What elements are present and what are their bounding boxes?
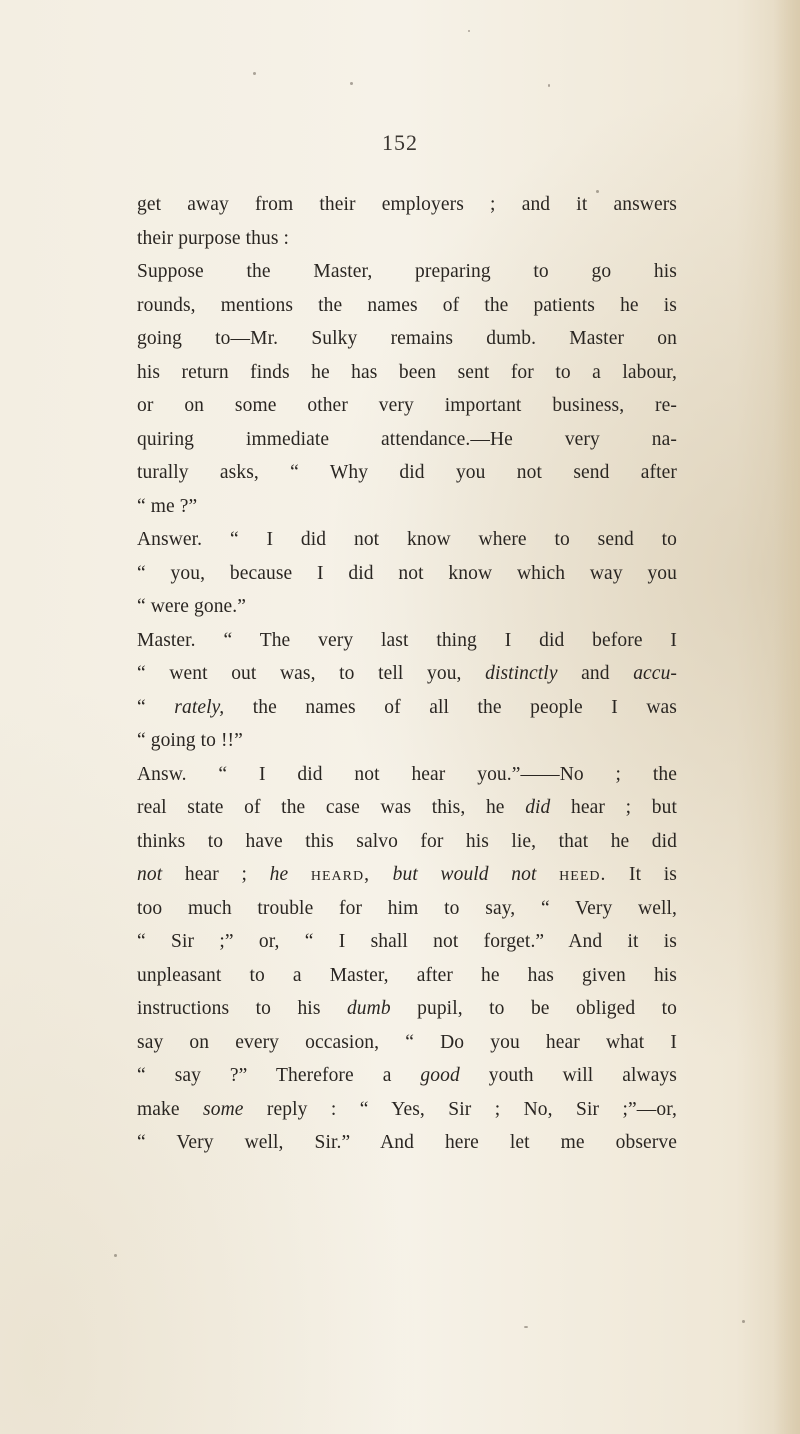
text-run [370,864,393,885]
italic-run: dumb [346,998,391,1019]
text-run: It is [606,864,677,885]
print-speck [114,1254,117,1257]
text-line [137,959,677,993]
italic-run: some [203,1098,244,1120]
text-run: “ went out was, to tell you, [137,663,486,684]
text-run: “ were gone.” [137,596,247,617]
print-speck [742,1320,745,1323]
text-line [137,356,677,390]
text-run: Answ. “ I did not hear you.”——No ; the [137,763,677,785]
print-speck [468,30,470,32]
text-run: thinks to have this salvo for his lie, that he did [137,830,677,852]
italic-run: he [269,864,289,885]
text-line [137,255,677,289]
text-run: his return finds he has been sent for to a labour, [137,361,677,383]
print-speck [548,84,550,87]
text-run: quiring immediate attendance.—He very na- [137,428,677,450]
text-run: “ Very well, Sir.” And here let me observe [137,1132,677,1153]
text-line [137,758,677,792]
text-run: pupil, to be obliged to [390,998,677,1019]
text-line [137,222,677,256]
text-run: Answer. “ I did not know where to send to [137,529,677,550]
small-caps-run: heard, [310,864,370,885]
text-line [137,825,677,859]
text-run: reply : “ Yes, Sir ; No, Sir ;”—or, [243,1098,677,1120]
italic-run: good [420,1065,460,1086]
italic-run: rately, [174,696,225,718]
text-run: Master. “ The very last thing I did before I [137,629,677,651]
text-run: instructions to his [137,998,347,1019]
italic-run: distinctly [485,663,558,684]
text-run: Suppose the Master, preparing to go his [137,261,677,282]
page-number: 152 [382,130,418,155]
text-line [137,858,677,892]
body-text [137,188,677,1160]
text-line [137,523,677,557]
italic-run: did [525,797,551,818]
text-line [137,992,677,1026]
text-run: their purpose thus : [137,227,290,249]
text-run: turally asks, “ Why did you not send after [137,462,677,483]
text-run: hear ; [162,864,270,885]
text-run: make [137,1098,204,1120]
print-speck [350,82,353,85]
text-run: rounds, mentions the names of the patients he is [137,294,677,316]
italic-run: not [137,864,163,885]
text-run: “ say ?” Therefore a [137,1065,421,1086]
text-line [137,657,677,691]
text-run: “ Sir ;” or, “ I shall not forget.” And it is [137,931,677,952]
print-speck [253,72,256,75]
text-line [137,925,677,959]
text-run: get away from their employers ; and it answers [137,194,677,215]
text-line [137,490,677,524]
text-line [137,1026,677,1060]
text-run: going to—Mr. Sulky remains dumb. Master on [137,328,677,349]
text-line [137,389,677,423]
text-run: “ me ?” [137,495,198,517]
text-run: too much trouble for him to say, “ Very well, [137,897,677,919]
print-speck [524,1326,528,1328]
text-run: “ going to !!” [137,730,243,751]
text-line [137,456,677,490]
small-caps-run: heed. [559,864,607,885]
text-line [137,791,677,825]
text-run: real state of the case was this, he [137,797,526,818]
text-line [137,423,677,457]
text-run: say on every occasion, “ Do you hear what I [137,1031,677,1053]
text-run: the names of all the people I was [224,696,677,718]
text-run: and [557,663,634,684]
text-line [137,1093,677,1127]
text-line [137,892,677,926]
text-line [137,188,677,222]
text-run: or on some other very important business, re- [137,395,677,416]
text-run: “ you, because I did not know which way you [137,562,677,584]
text-run [537,864,560,885]
text-line [137,557,677,591]
text-run [288,864,311,885]
text-run: unpleasant to a Master, after he has given his [137,964,677,986]
text-line [137,1059,677,1093]
text-line [137,590,677,624]
text-line [137,289,677,323]
text-run: youth will always [459,1065,678,1086]
italic-run: accu- [633,663,678,684]
page-edge-shading [774,0,800,1434]
text-run: “ [137,696,175,718]
text-line [137,322,677,356]
text-line [137,691,677,725]
text-run: hear ; but [550,797,677,818]
print-speck [596,190,599,193]
text-line [137,624,677,658]
text-line [137,724,677,758]
text-line [137,1126,677,1160]
italic-run: but would not [392,864,537,885]
